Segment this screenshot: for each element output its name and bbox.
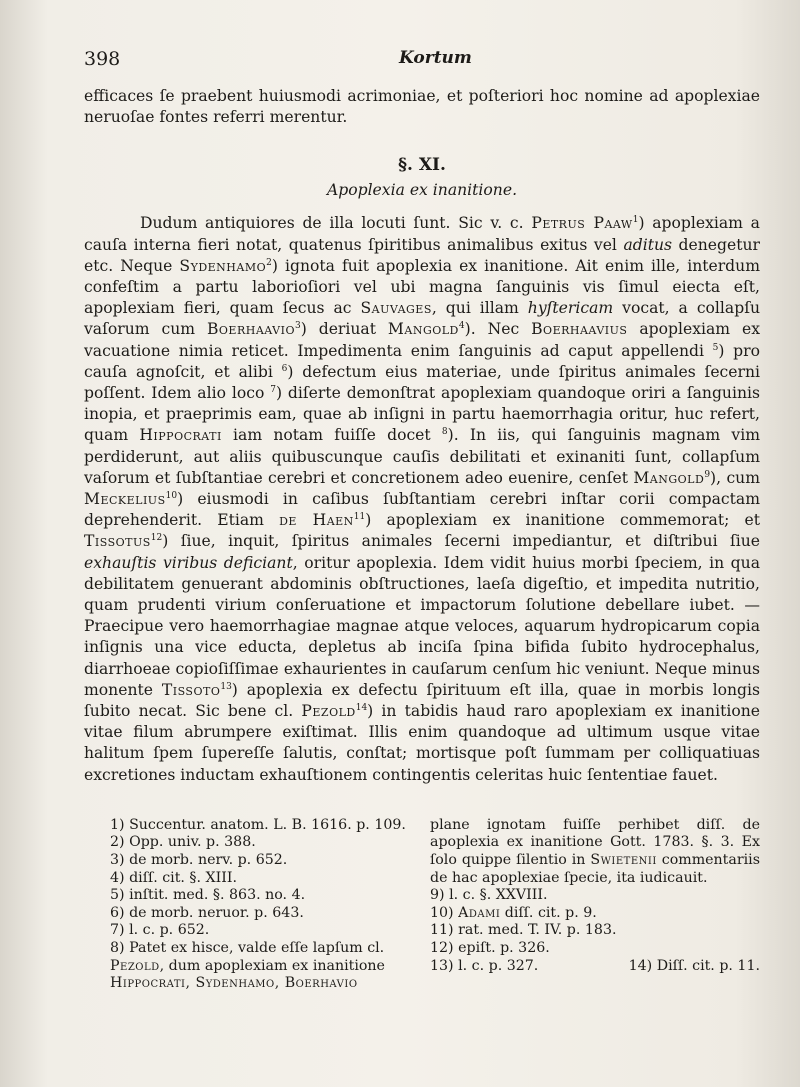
footnote-ref: 8 <box>441 427 448 438</box>
footnote: Pezold, dum apoplexiam ex inanitione <box>110 957 385 974</box>
author-name: Mangold <box>387 320 459 339</box>
footnote-ref: 14 <box>355 702 368 713</box>
footnote-ref: 7 <box>270 384 276 395</box>
carryover-paragraph: efficaces ſe praebent huiusmodi acrimoniae, et poſteriori hoc nomine ad apoplexiae neruoſae fontes referri merentur. <box>84 87 760 127</box>
footnote-ref: 5 <box>712 342 719 353</box>
footnote-ref: 13 <box>220 681 232 692</box>
footnote: plane ignotam fuiſſe perhibet diſſ. de apoplexia ex inanitione Gott. 1783. §. 3. Ex ſolo quippe ſilentio in Swietenii commentariis de hac apoplexiae ſpecie, ita iudicauit. <box>430 816 760 886</box>
author-name: Sydenhamo <box>179 256 267 275</box>
footnote-ref: 10 <box>165 490 178 501</box>
author-name: Boerhaavius <box>531 320 628 339</box>
author-name: Petrus Paaw <box>531 214 633 233</box>
footnote-ref: 4 <box>458 321 465 332</box>
footnote: 2) Opp. univ. p. 388. <box>110 834 256 851</box>
footnote: 3) de morb. nerv. p. 652. <box>110 852 288 869</box>
footnote-ref: 2 <box>266 257 272 268</box>
footnote: 1) Succentur. anatom. L. B. 1616. p. 109. <box>110 816 406 833</box>
main-paragraph: Dudum antiquiores de illa locuti ſunt. Sic v. c. Petrus Paaw$^1$) apoplexiam a cauſa interna fieri notat, quatenus ſpiritibus animalibus exitus vel aditus denegetur etc. Neque Sydenhamo$^2$) ignota fuit apoplexia ex inanitione. Ait enim ille, interdum confeſtim a partu laborioſiori vel ubi magna ſanguinis vis ſimul eiecta eſt, apoplexiam fieri, quam ſecus ac Sauvages, qui illam hyſtericam vocat, a collapſu vaſorum cum Boerhaavio$^3$) deriuat Mangold$^4$). Nec Boerhaavius apoplexiam ex vacuatione nimia reticet. Impedimenta enim ſanguinis ad caput appellendi $^5$) pro cauſa agnoſcit, et alibi $^6$) defectum eius materiae, unde ſpiritus animales ſecerni poſſent. Idem alio loco $^7$) diſerte demonſtrat apoplexiam quandoque oriri a ſanguinis inopia, et praeprimis eam, quae ab inſigni in partu haemorrhagia oritur, huc refert, quam Hippocrati iam notam fuiſſe docet $^8$). In iis, qui ſanguinis magnam vim perdiderunt, aut aliis quibuscunque cauſis debilitati et exinaniti ſunt, collapſum vaſorum et ſubſtantiae cerebri et concretionem adeo euenire, cenſet Mangold$^9$), cum Meckelius$^{10}$) eiusmodi in caſibus ſubſtantiam cerebri inſtar corii compactam deprehenderit. Etiam de Haen$^{11}$) apoplexiam ex inanitione commemorat; et Tissotus$^{12}$) ſiue, inquit, ſpiritus animales ſecerni impediantur, et diſtribui ſiue exhauſtis viribus deficiant, oritur apoplexia. Idem vidit huius morbi ſpeciem, in qua debilitatem genuerant abdominis obſtructiones, laeſa digeſtio, et impedita nutritio, quam prudenti virium conſeruatione et impactorum ſolutione debellare iubet. — Praecipue vero haemorrhagiae magnae atque veloces, aquarum hydropicarum copia inſignis una vice educta, depletus ab inciſa ſpina bifida ſubito hydrocephalus, diarrhoeae copioſiſſimae exhaurientes in cauſarum cenſum hic veniunt. Neque minus monente Tissoto$^{13}$) apoplexia ex defectu ſpirituum eſt illa, quae in morbis longis ſubito necat. Sic bene cl. Pezold$^{14}$) in tabidis haud raro apoplexiam ex inanitione vitae filum abrumpere exiſtimat. Illis enim quandoque ad ultimum usque vitae halitum ſpem ſupereſſe ſalutis, conſtat; mortisque poſt ſummam per colliquatiuas excretiones inductam exhauſtionem contingentis celeritas huic ſententiae fauet. <box>84 214 761 784</box>
footnote: 9) l. c. §. XXVIII. <box>430 887 548 904</box>
footnote: 10) Adami diſſ. cit. p. 9. <box>430 904 597 921</box>
running-title: Kortum <box>399 48 472 68</box>
author-name: de Haen <box>279 511 354 530</box>
author-name: Meckelius <box>84 490 166 509</box>
author-name: Tissotus <box>84 532 151 551</box>
page-number: 398 <box>84 48 121 70</box>
footnote: 6) de morb. neruor. p. 643. <box>110 904 304 921</box>
footnotes <box>84 817 760 993</box>
author-name: Mangold <box>633 468 705 487</box>
section-heading: §. XI. <box>398 155 446 176</box>
author-name: Tissoto <box>161 680 221 699</box>
footnote-ref: 3 <box>294 321 301 332</box>
footnote-ref: 9 <box>704 469 711 480</box>
author-name: Sauvages <box>360 299 432 318</box>
footnote: 13) l. c. p. 327. 14) Diſſ. cit. p. 11. <box>430 957 760 974</box>
footnote: 11) rat. med. T. IV. p. 183. <box>430 922 617 939</box>
section-subtitle: Apoplexia ex inanitione. <box>326 181 518 200</box>
footnote-ref: 6 <box>281 363 288 374</box>
footnotes-left-column <box>84 817 418 993</box>
footnote: 7) l. c. p. 652. <box>110 922 210 939</box>
footnotes-right-column <box>430 817 760 993</box>
footnote: 8) Patet ex hisce, valde eſſe lapſum cl. <box>110 940 385 957</box>
author-name: Pezold <box>301 702 356 721</box>
footnote-ref: 1 <box>632 215 639 226</box>
footnote: 4) diſſ. cit. §. XIII. <box>110 869 237 886</box>
footnote-ref: 11 <box>353 512 366 523</box>
footnote-separator <box>84 806 760 807</box>
author-name: Boerhaavio <box>206 320 295 339</box>
author-name: Hippocrati <box>139 426 222 445</box>
footnote: 12) epiſt. p. 326. <box>430 940 550 957</box>
footnote: 5) inſtit. med. §. 863. no. 4. <box>110 887 306 904</box>
page-header <box>84 48 760 78</box>
footnote: Hippocrati, Sydenhamo, Boerhavio <box>110 975 358 992</box>
footnote-ref: 12 <box>150 533 163 544</box>
